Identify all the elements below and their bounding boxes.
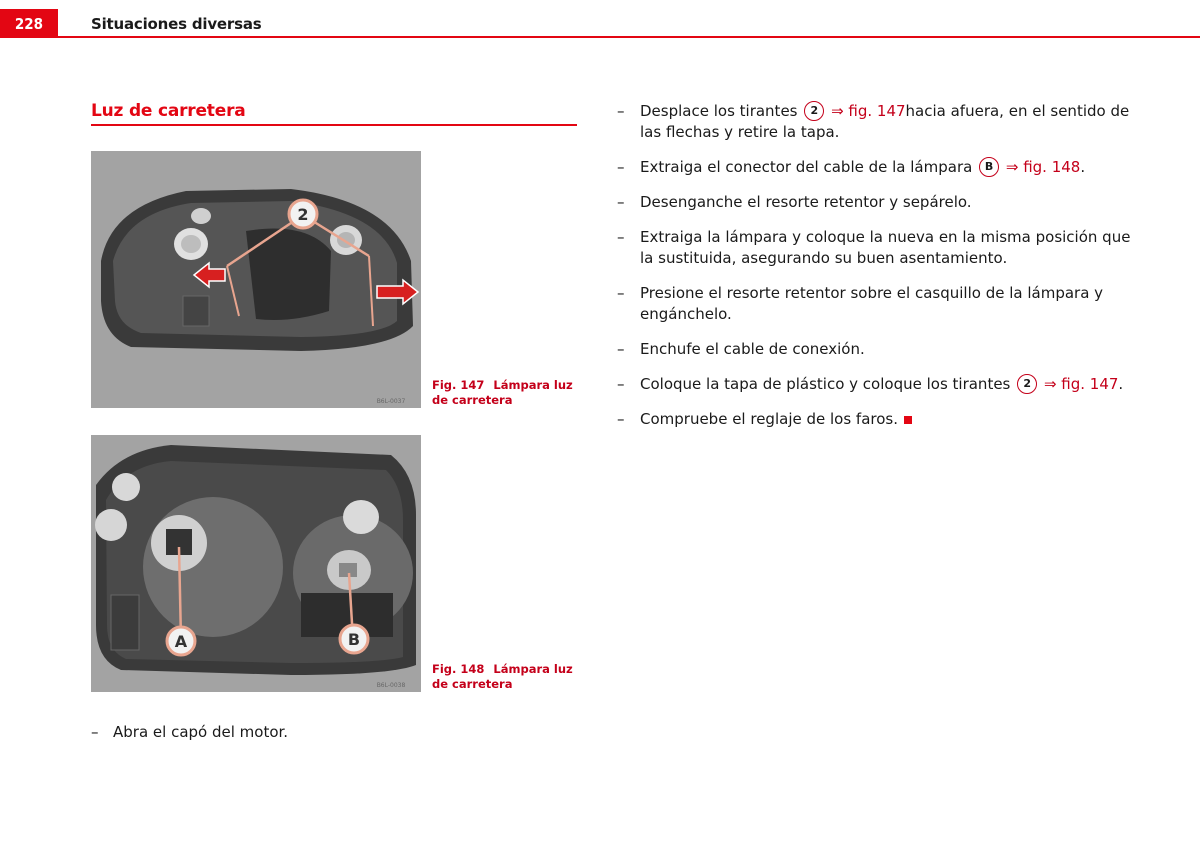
list-item [617, 409, 1137, 430]
step-open-hood [91, 723, 288, 741]
step-dash: – [617, 228, 625, 246]
section-rule [91, 124, 577, 126]
figure-link[interactable]: ⇒ fig. 147 [831, 102, 906, 120]
header-rule [58, 36, 1200, 38]
svg-text:B: B [347, 630, 361, 649]
step-text: Desenganche el resorte retentor y sepárelo. [640, 193, 972, 211]
step-text: Abra el capó del motor. [113, 723, 289, 741]
step-text: hacia afuera, en el sentido de las flechas y retire la tapa. [640, 102, 1130, 141]
step-text: Compruebe el reglaje de los faros. [640, 410, 898, 428]
svg-text:2: 2 [297, 205, 309, 224]
step-dash: – [617, 102, 625, 120]
chapter-title: Situaciones diversas [91, 15, 262, 33]
step-dash: – [617, 193, 625, 211]
list-item [617, 157, 1137, 178]
list-item [617, 283, 1137, 325]
svg-text:B6L-0038: B6L-0038 [376, 682, 406, 689]
step-text: Presione el resorte retentor sobre el casquillo de la lámpara y engánchelo. [640, 284, 1104, 323]
step-text: Coloque la tapa de plástico y coloque los tirantes [640, 375, 1011, 393]
step-dash: – [91, 723, 99, 741]
end-of-section-marker [904, 416, 912, 424]
step-text: Extraiga el conector del cable de la lámpara [640, 158, 973, 176]
svg-text:A: A [174, 632, 188, 651]
figure-caption-text: Lámpara luz de carretera [432, 662, 573, 691]
page-number: 228 [0, 9, 58, 38]
figure-147-caption [432, 378, 582, 408]
svg-text:B6L-0037: B6L-0037 [376, 398, 406, 405]
step-text: Enchufe el cable de conexión. [640, 340, 865, 358]
callout-badge: B [979, 157, 999, 177]
step-text: . [1080, 158, 1086, 176]
figure-148-caption [432, 662, 582, 692]
callout-badge: 2 [804, 101, 824, 121]
figure-148-image [91, 435, 421, 692]
list-item [617, 374, 1137, 395]
instruction-list [617, 101, 1137, 444]
step-dash: – [617, 340, 625, 358]
step-text: Extraiga la lámpara y coloque la nueva en la misma posición que la sustituida, asegurando su buen asentamiento. [640, 228, 1131, 267]
step-dash: – [617, 410, 625, 428]
step-dash: – [617, 375, 625, 393]
step-dash: – [617, 284, 625, 302]
figure-caption-text: Lámpara luz de carretera [432, 378, 573, 407]
list-item [617, 192, 1137, 213]
figure-link[interactable]: ⇒ fig. 147 [1043, 375, 1119, 393]
section-title: Luz de carretera [91, 101, 246, 121]
step-dash: – [617, 158, 625, 176]
figure-number: Fig. 148 [432, 662, 485, 676]
list-item [617, 339, 1137, 360]
list-item [617, 101, 1137, 143]
figure-147-image [91, 151, 421, 408]
callout-badge: 2 [1017, 374, 1037, 394]
step-text: Desplace los tirantes [640, 102, 798, 120]
figure-number: Fig. 147 [432, 378, 485, 392]
step-text: . [1118, 375, 1124, 393]
list-item [617, 227, 1137, 269]
figure-link[interactable]: ⇒ fig. 148 [1005, 158, 1081, 176]
